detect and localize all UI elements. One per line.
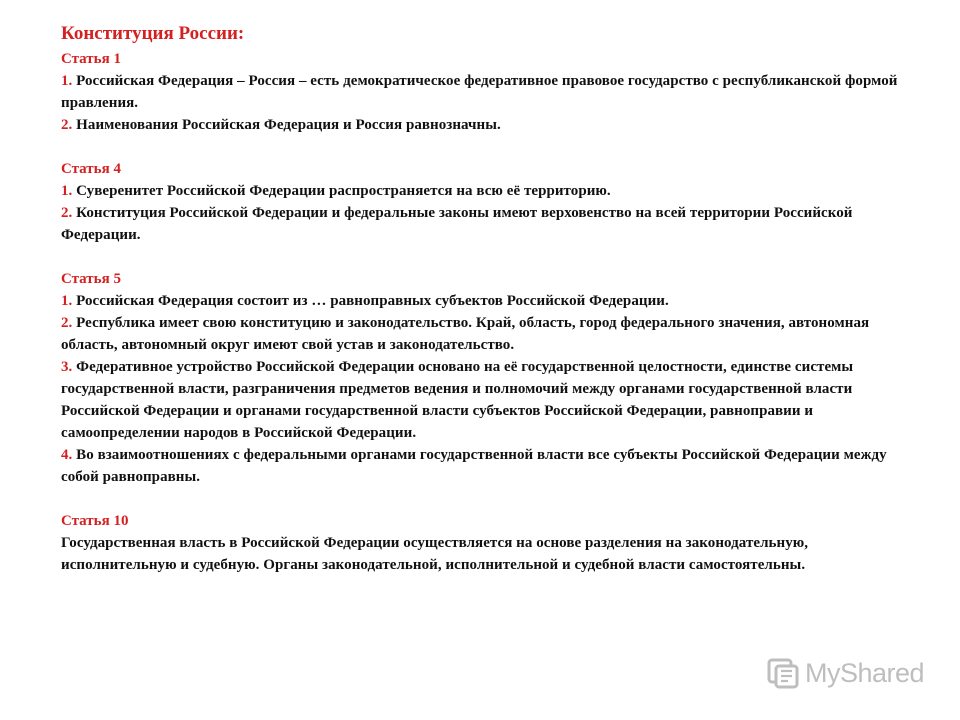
article-clause (61, 312, 921, 356)
article-5 (61, 268, 921, 488)
document-title: Конституция России: (61, 23, 245, 44)
article-clause (61, 290, 921, 312)
article-clause (61, 180, 921, 202)
clause-text: Во взаимоотношениях с федеральными органами государственной власти все субъекты Российской Федерации между собой равноправны. (61, 447, 887, 485)
clause-text: Наименования Российская Федерация и Россия равнозначны. (76, 117, 501, 133)
document (61, 22, 921, 576)
article-10 (61, 510, 921, 576)
article-clause (61, 202, 921, 246)
clause-text: Российская Федерация – Россия – есть демократическое федеративное правовое государство с республиканской формой правления. (61, 73, 898, 111)
myshared-watermark (766, 655, 924, 691)
clause-number: 1. (61, 73, 73, 89)
article-clause (61, 444, 921, 488)
article-clause (61, 70, 921, 114)
article-heading: Статья 5 (61, 271, 121, 287)
clause-text: Российская Федерация состоит из … равноправных субъектов Российской Федерации. (76, 293, 669, 309)
article-1 (61, 48, 921, 136)
clause-number: 4. (61, 447, 73, 463)
article-heading: Статья 1 (61, 51, 121, 67)
article-heading: Статья 10 (61, 513, 129, 529)
clause-text: Конституция Российской Федерации и федеральные законы имеют верховенство на всей территории Российской Федерации. (61, 205, 853, 243)
article-heading: Статья 4 (61, 161, 121, 177)
myshared-logo-icon (766, 656, 800, 690)
article-clause (61, 532, 921, 576)
clause-text: Суверенитет Российской Федерации распространяется на всю её территорию. (76, 183, 611, 199)
clause-number: 2. (61, 117, 73, 133)
clause-text: Федеративное устройство Российской Федерации основано на её государственной целостности, единстве системы государственной власти, разграничения предметов ведения и полномочий между органами государственной власти Российской Федерации и органами государственной власти субъектов Российской Федерации, равноправии и самоопределении народов в Российской Федерации. (61, 359, 854, 441)
article-4 (61, 158, 921, 246)
article-clause (61, 114, 921, 136)
article-clause (61, 356, 921, 444)
clause-number: 2. (61, 315, 73, 331)
clause-text: Республика имеет свою конституцию и законодательство. Край, область, город федерального значения, автономная область, автономный округ имеют свой устав и законодательство. (61, 315, 870, 353)
clause-number: 1. (61, 293, 73, 309)
clause-number: 1. (61, 183, 73, 199)
clause-number: 3. (61, 359, 73, 375)
clause-text: Государственная власть в Российской Федерации осуществляется на основе разделения на законодательную, исполнительную и судебную. Органы законодательной, исполнительной и судебной власти самостоятельны. (61, 535, 809, 573)
watermark-brand-text: MyShared (805, 657, 925, 688)
clause-number: 2. (61, 205, 73, 221)
